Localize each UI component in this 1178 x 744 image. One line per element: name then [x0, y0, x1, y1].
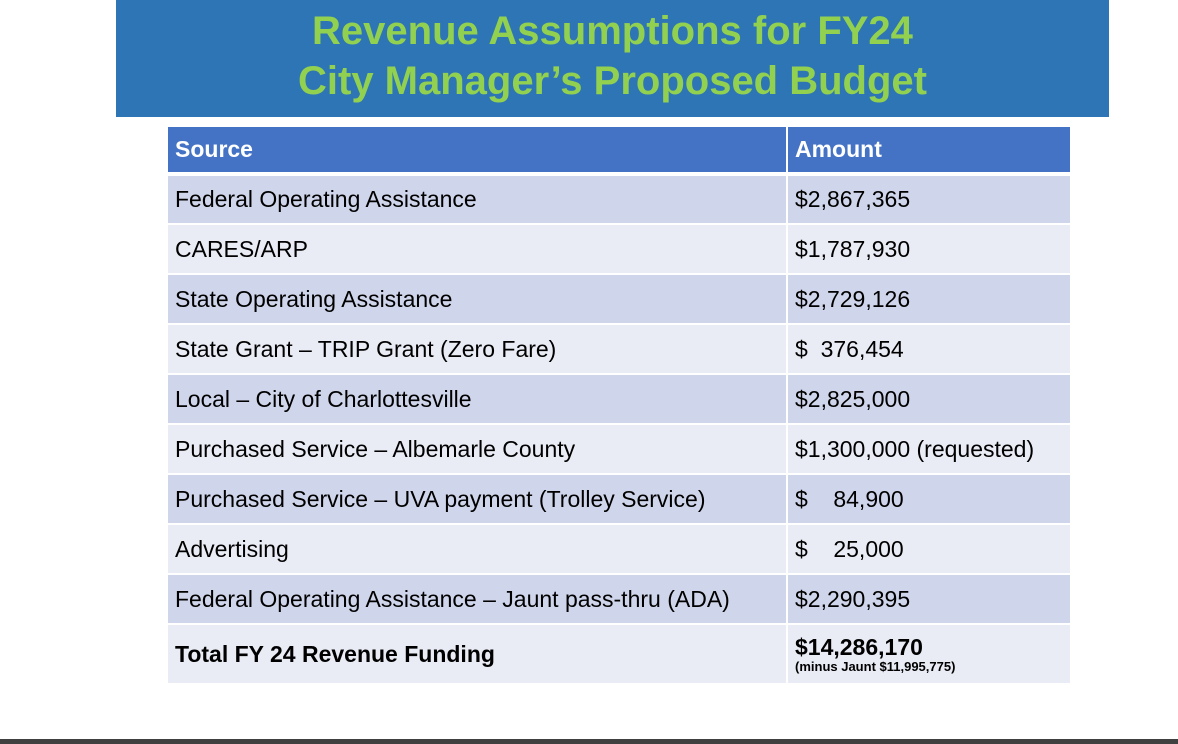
revenue-table	[166, 125, 1072, 685]
table-row	[167, 174, 1071, 224]
total-amount-cell	[787, 624, 1071, 684]
amount-cell: $2,867,365	[787, 174, 1071, 224]
amount-cell: $1,787,930	[787, 224, 1071, 274]
total-amount-note: (minus Jaunt $11,995,775)	[795, 659, 956, 674]
source-cell: Purchased Service – Albemarle County	[167, 424, 787, 474]
table-row	[167, 374, 1071, 424]
table-row	[167, 274, 1071, 324]
table-row	[167, 474, 1071, 524]
header-amount: Amount	[787, 126, 1071, 174]
table-row	[167, 224, 1071, 274]
slide-title-line-2: City Manager’s Proposed Budget	[298, 59, 927, 103]
source-cell: Advertising	[167, 524, 787, 574]
amount-cell: $ 84,900	[787, 474, 1071, 524]
table-row	[167, 324, 1071, 374]
slide-title-line-1: Revenue Assumptions for FY24	[312, 9, 913, 53]
header-source: Source	[167, 126, 787, 174]
title-banner	[116, 0, 1109, 117]
source-cell: State Operating Assistance	[167, 274, 787, 324]
table-header-row	[167, 126, 1071, 174]
amount-cell: $2,290,395	[787, 574, 1071, 624]
amount-cell: $1,300,000 (requested)	[787, 424, 1071, 474]
amount-cell: $2,825,000	[787, 374, 1071, 424]
total-source-cell: Total FY 24 Revenue Funding	[167, 624, 787, 684]
amount-cell: $ 376,454	[787, 324, 1071, 374]
amount-cell: $ 25,000	[787, 524, 1071, 574]
table-row	[167, 574, 1071, 624]
source-cell: Federal Operating Assistance – Jaunt pass-thru (ADA)	[167, 574, 787, 624]
amount-cell: $2,729,126	[787, 274, 1071, 324]
source-cell: CARES/ARP	[167, 224, 787, 274]
total-row	[167, 624, 1071, 684]
table-row	[167, 524, 1071, 574]
bottom-border-bar	[0, 739, 1178, 744]
table-row	[167, 424, 1071, 474]
source-cell: State Grant – TRIP Grant (Zero Fare)	[167, 324, 787, 374]
source-cell: Federal Operating Assistance	[167, 174, 787, 224]
source-cell: Local – City of Charlottesville	[167, 374, 787, 424]
total-amount: $14,286,170	[795, 634, 923, 660]
source-cell: Purchased Service – UVA payment (Trolley Service)	[167, 474, 787, 524]
